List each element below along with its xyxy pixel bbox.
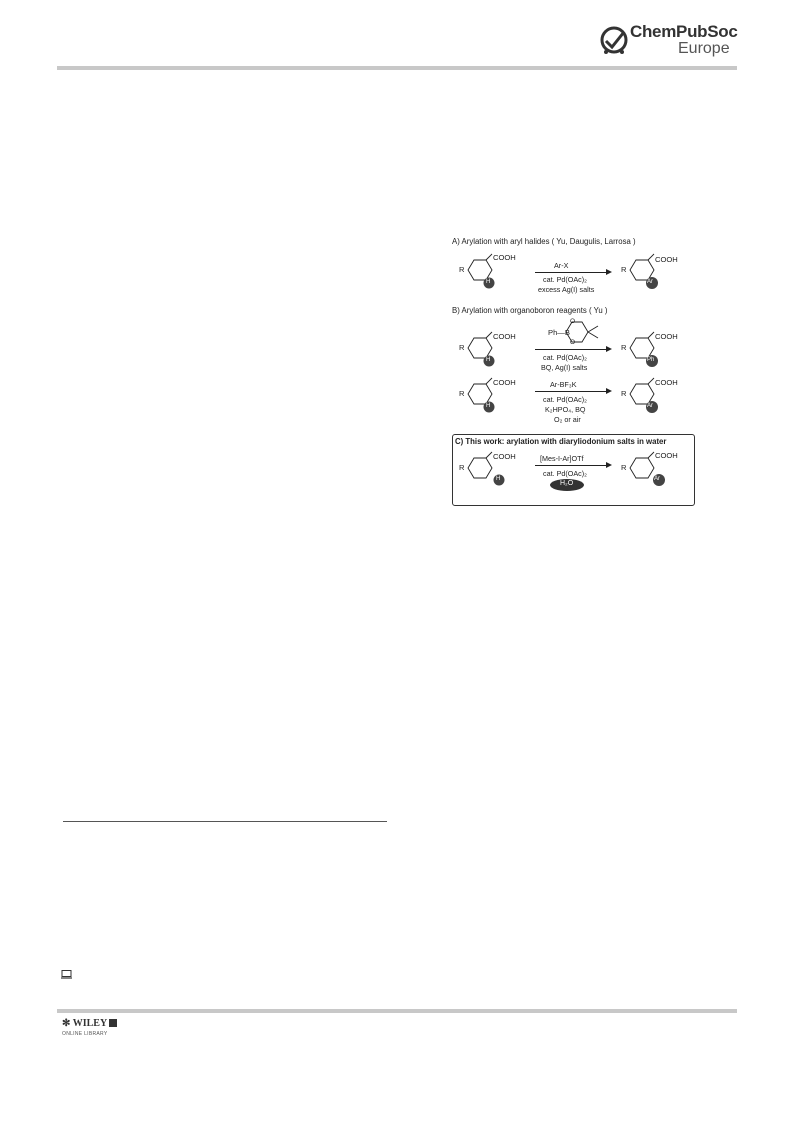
- scheme-a-reagent: Ar-X: [554, 261, 569, 270]
- substrate-a-r: R: [459, 265, 465, 274]
- scheme-b2-cond3: cat. Pd(OAc)₂: [543, 395, 587, 404]
- scheme-b2-arrow: [535, 391, 607, 392]
- substrate-c-cooh: COOH: [493, 452, 516, 461]
- scheme-c-arrow: [535, 465, 607, 466]
- wiley-logo: [62, 1018, 117, 1029]
- substrate-c-h: H: [496, 476, 501, 482]
- chempubsoc-emblem-icon: [600, 24, 630, 58]
- scheme-b1-cond1: cat. Pd(OAc)₂: [543, 353, 587, 362]
- scheme-b2-cond4: K₂HPO₄, BQ: [545, 405, 586, 414]
- scheme-c-title: C) This work: arylation with diaryliodonium salts in water: [455, 437, 667, 446]
- reaction-scheme: [452, 234, 697, 506]
- header-rule: [57, 66, 737, 70]
- product-b1-r: R: [621, 343, 627, 352]
- substrate-b2-r: R: [459, 389, 465, 398]
- wiley-online-library: ONLINE LIBRARY: [62, 1031, 108, 1037]
- supporting-info-icon: [61, 970, 72, 979]
- scheme-b1-arrow: [535, 349, 607, 350]
- product-c-ar: Ar: [654, 476, 660, 482]
- scheme-b2-reagent: Ar-BF₃K: [550, 380, 577, 389]
- logo-text-bottom: Europe: [678, 40, 730, 57]
- chempubsoc-logo: [600, 22, 740, 60]
- wiley-name: WILEY: [72, 1018, 107, 1029]
- wiley-book-icon: [109, 1019, 117, 1027]
- scheme-a-title: A) Arylation with aryl halides ( Yu, Daugulis, Larrosa ): [452, 237, 636, 246]
- substrate-a-h: H: [486, 279, 491, 285]
- scheme-c-solvent: H₂O: [560, 480, 574, 487]
- scheme-b2-cond5: O₂ or air: [554, 415, 581, 424]
- substrate-a-cooh: COOH: [493, 253, 516, 262]
- scheme-c-cond1: cat. Pd(OAc)₂: [543, 469, 587, 478]
- product-b2-r: R: [621, 389, 627, 398]
- scheme-a-cond2: excess Ag(I) salts: [538, 285, 595, 294]
- substrate-b1-h: H: [486, 357, 491, 363]
- substrate-b2-h: H: [486, 403, 491, 409]
- product-a-ar: Ar: [647, 279, 653, 285]
- substrate-c-r: R: [459, 463, 465, 472]
- substrate-b1-r: R: [459, 343, 465, 352]
- boronic-ester-o-top: O: [570, 318, 576, 325]
- scheme-a-arrow: [535, 272, 607, 273]
- scheme-a-cond1: cat. Pd(OAc)₂: [543, 275, 587, 284]
- product-b1-ph: Ph: [647, 357, 655, 363]
- product-b2-cooh: COOH: [655, 378, 678, 387]
- boronic-ester-o-bottom: O: [570, 339, 576, 346]
- boronic-ester-ph-b: Ph—B: [548, 328, 570, 337]
- product-c-r: R: [621, 463, 627, 472]
- scheme-b1-cond2: BQ, Ag(I) salts: [541, 363, 588, 372]
- footer-rule: [57, 1009, 737, 1013]
- wiley-mark-icon: ✻: [62, 1018, 71, 1029]
- product-a-r: R: [621, 265, 627, 274]
- product-b2-ar: Ar: [647, 403, 653, 409]
- scheme-b-title: B) Arylation with organoboron reagents ( Yu ): [452, 306, 608, 315]
- product-a-cooh: COOH: [655, 255, 678, 264]
- logo-text-top: ChemPubSoc: [630, 22, 738, 41]
- product-b1-cooh: COOH: [655, 332, 678, 341]
- substrate-b1-cooh: COOH: [493, 332, 516, 341]
- footnote-rule: [63, 821, 387, 822]
- scheme-c-reagent: [Mes-I-Ar]OTf: [540, 454, 584, 463]
- product-c-cooh: COOH: [655, 451, 678, 460]
- substrate-b2-cooh: COOH: [493, 378, 516, 387]
